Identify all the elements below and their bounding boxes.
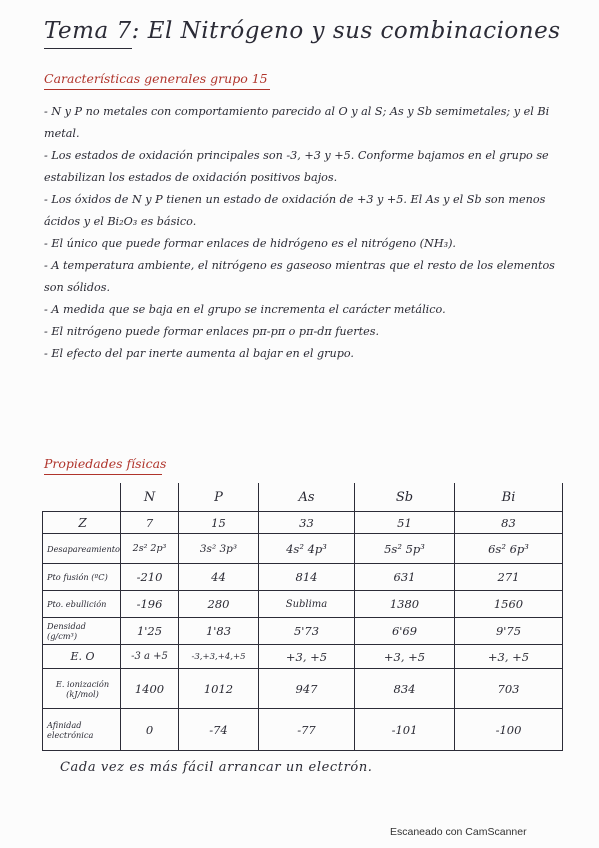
table-cell: 947	[259, 669, 355, 709]
physical-properties-table	[42, 483, 563, 751]
column-header: Sb	[355, 483, 455, 512]
table-cell: 814	[259, 564, 355, 591]
scanner-watermark: Escaneado con CamScanner	[390, 826, 527, 838]
list-item: - Los estados de oxidación principales son -3, +3 y +5. Conforme bajamos en el grupo se estabilizan los estados de oxidación positivos bajos.	[44, 149, 549, 184]
table-cell: 1560	[455, 591, 563, 618]
table-cell: 33	[259, 512, 355, 534]
table-cell: 5s² 5p³	[355, 534, 455, 564]
list-item: - El nitrógeno puede formar enlaces pπ-pπ o pπ-dπ fuertes.	[44, 325, 380, 338]
row-label: Pto fusión (ºC)	[43, 564, 121, 591]
table-cell: 1'83	[179, 618, 259, 645]
table-row	[43, 669, 563, 709]
list-item: - El efecto del par inerte aumenta al bajar en el grupo.	[44, 347, 354, 360]
table-cell: 1380	[355, 591, 455, 618]
column-header: P	[179, 483, 259, 512]
row-label: Z	[43, 512, 121, 534]
page-title: Tema 7: El Nitrógeno y sus combinaciones	[44, 18, 561, 44]
table-cell: 1012	[179, 669, 259, 709]
table-corner	[43, 483, 121, 512]
table-cell: -74	[179, 709, 259, 751]
table-header-row	[43, 483, 563, 512]
table-cell: -210	[121, 564, 179, 591]
table-cell: 15	[179, 512, 259, 534]
row-label: Densidad (g/cm³)	[43, 618, 121, 645]
table-cell: 834	[355, 669, 455, 709]
table-cell: 6s² 6p³	[455, 534, 563, 564]
table-cell: Sublima	[259, 591, 355, 618]
table-cell: 1'25	[121, 618, 179, 645]
list-item: - A temperatura ambiente, el nitrógeno es gaseoso mientras que el resto de los elementos son sólidos.	[44, 259, 555, 294]
section-heading-general: Características generales grupo 15	[44, 71, 268, 86]
table-cell: 631	[355, 564, 455, 591]
table-row	[43, 512, 563, 534]
table-cell: 0	[121, 709, 179, 751]
table-row	[43, 645, 563, 669]
table-cell: 280	[179, 591, 259, 618]
closing-note: Cada vez es más fácil arrancar un electrón.	[60, 760, 373, 775]
table-cell: 7	[121, 512, 179, 534]
table-cell: 4s² 4p³	[259, 534, 355, 564]
table-cell: -3 a +5	[121, 645, 179, 669]
table-cell: 5'73	[259, 618, 355, 645]
table-cell: 9'75	[455, 618, 563, 645]
section-heading-physical: Propiedades físicas	[44, 456, 167, 471]
row-label: Afinidad electrónica	[43, 709, 121, 751]
table-cell: +3, +5	[455, 645, 563, 669]
row-label: E. ionización (kJ/mol)	[43, 669, 121, 709]
section-heading-general-underline	[44, 89, 270, 90]
table-cell: 3s² 3p³	[179, 534, 259, 564]
table-cell: 1400	[121, 669, 179, 709]
column-header: N	[121, 483, 179, 512]
table-cell: -196	[121, 591, 179, 618]
table-cell: -100	[455, 709, 563, 751]
table-cell: 271	[455, 564, 563, 591]
row-label: Desapareamiento	[43, 534, 121, 564]
table-row	[43, 591, 563, 618]
list-item: - El único que puede formar enlaces de hidrógeno es el nitrógeno (NH₃).	[44, 237, 456, 250]
column-header: As	[259, 483, 355, 512]
title-underline	[44, 48, 132, 49]
table-cell: -3,+3,+4,+5	[179, 645, 259, 669]
table-cell: -101	[355, 709, 455, 751]
row-label: Pto. ebullición	[43, 591, 121, 618]
table-cell: 703	[455, 669, 563, 709]
column-header: Bi	[455, 483, 563, 512]
table-cell: +3, +5	[355, 645, 455, 669]
table-cell: 2s² 2p³	[121, 534, 179, 564]
row-label: E. O	[43, 645, 121, 669]
list-item: - A medida que se baja en el grupo se incrementa el carácter metálico.	[44, 303, 446, 316]
table-cell: 44	[179, 564, 259, 591]
table-row	[43, 534, 563, 564]
table-row	[43, 564, 563, 591]
section-heading-physical-underline	[44, 474, 162, 475]
table-cell: 51	[355, 512, 455, 534]
table-cell: -77	[259, 709, 355, 751]
list-item: - N y P no metales con comportamiento parecido al O y al S; As y Sb semimetales; y el Bi metal.	[44, 105, 550, 140]
table-cell: +3, +5	[259, 645, 355, 669]
table-row	[43, 709, 563, 751]
table-cell: 6'69	[355, 618, 455, 645]
table-row	[43, 618, 563, 645]
table-cell: 83	[455, 512, 563, 534]
list-item: - Los óxidos de N y P tienen un estado de oxidación de +3 y +5. El As y el Sb son menos ácidos y el Bi₂O₃ es básico.	[44, 193, 546, 228]
general-characteristics-list	[44, 101, 564, 365]
